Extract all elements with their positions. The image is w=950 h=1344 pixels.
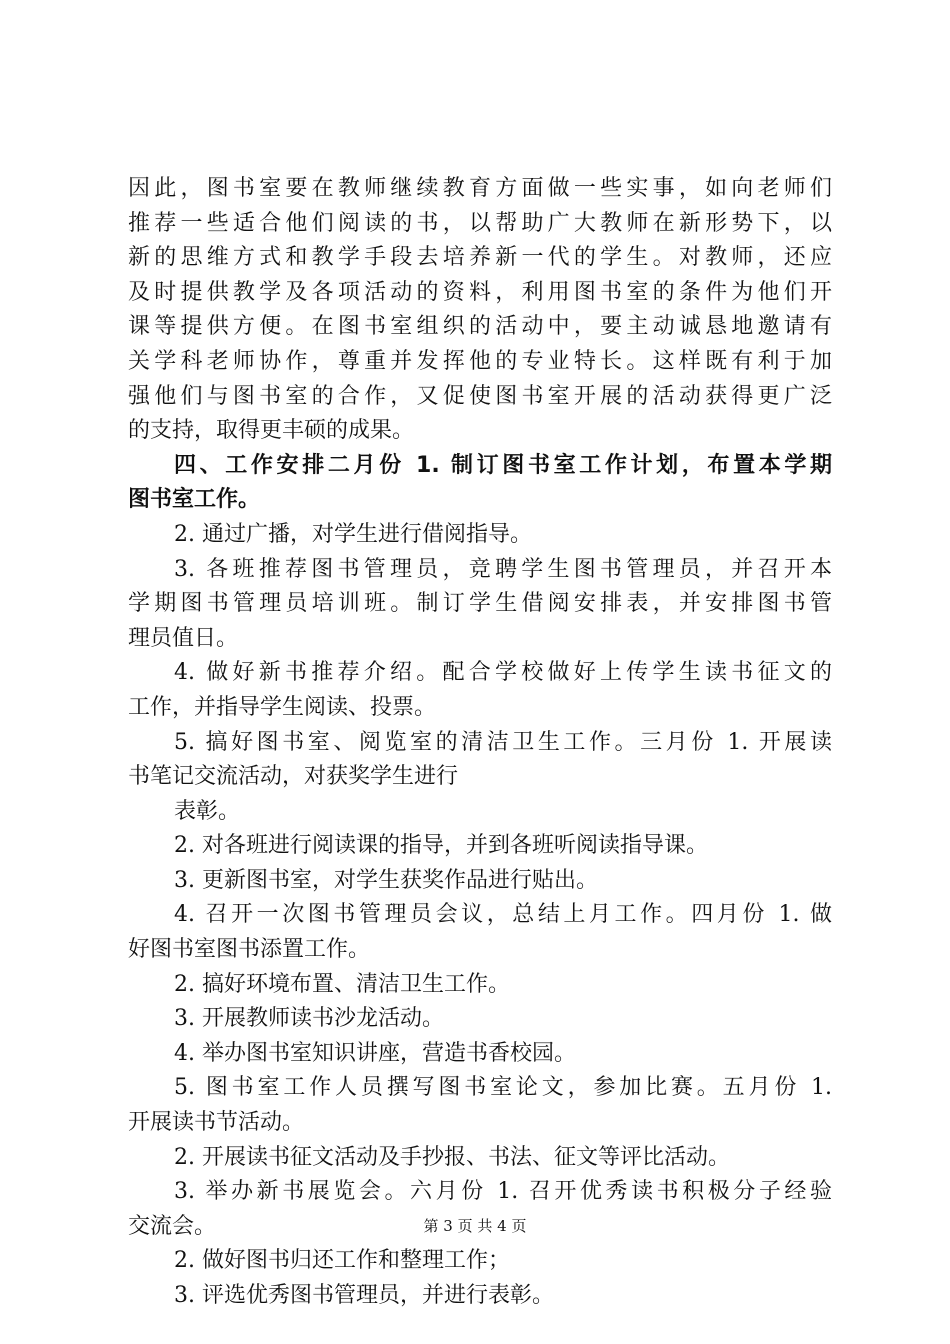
list-item: 2. 搞好环境布置、清洁卫生工作。 (174, 971, 510, 997)
list-item: 5. 图书室工作人员撰写图书室论文，参加比赛。五月份 1. (174, 1075, 832, 1101)
text-line: 推荐一些适合他们阅读的书，以帮助广大教师在新形势下，以 (128, 210, 832, 236)
text-line: 的支持，取得更丰硕的成果。 (128, 418, 415, 444)
text-line: 课等提供方便。在图书室组织的活动中，要主动诚恳地邀请有 (128, 314, 832, 340)
work-plan-list (128, 518, 832, 1314)
heading-line: 四、工作安排二月份 1. 制订图书室工作计划，布置本学期 (174, 452, 832, 478)
page-footer: 第 3 页 共 4 页 (423, 1217, 527, 1235)
list-item: 5. 搞好图书室、阅览室的清洁卫生工作。三月份 1. 开展读 (174, 729, 832, 755)
list-item-continuation: 好图书室图书添置工作。 (128, 937, 371, 963)
list-item: 2. 做好图书归还工作和整理工作； (174, 1248, 510, 1274)
intro-paragraph (128, 172, 832, 449)
list-item: 4. 召开一次图书管理员会议，总结上月工作。四月份 1. 做 (174, 902, 832, 928)
list-item: 2. 对各班进行阅读课的指导，并到各班听阅读指导课。 (174, 833, 708, 859)
list-item: 3. 各班推荐图书管理员，竞聘学生图书管理员，并召开本 (174, 556, 832, 582)
list-item-continuation: 书笔记交流活动，对获奖学生进行 (128, 764, 459, 790)
section-heading (128, 449, 832, 518)
text-line: 关学科老师协作，尊重并发挥他的专业特长。这样既有利于加 (128, 348, 832, 374)
text-line: 新的思维方式和教学手段去培养新一代的学生。对教师，还应 (128, 245, 832, 271)
heading-line: 图书室工作。 (128, 487, 261, 513)
list-item: 2. 通过广播，对学生进行借阅指导。 (174, 521, 532, 547)
list-item-continuation: 学期图书管理员培训班。制订学生借阅安排表，并安排图书管 (128, 591, 832, 617)
list-item: 3. 举办新书展览会。六月份 1. 召开优秀读书积极分子经验 (174, 1179, 832, 1205)
list-item-continuation: 表彰。 (174, 798, 241, 824)
document-body (128, 172, 832, 1314)
list-item-continuation: 交流会。 (128, 1213, 217, 1239)
list-item: 3. 评选优秀图书管理员，并进行表彰。 (174, 1283, 554, 1308)
list-item-continuation: 开展读书节活动。 (128, 1110, 305, 1136)
list-item: 4. 做好新书推荐介绍。配合学校做好上传学生读书征文的 (174, 660, 832, 686)
list-item: 2. 开展读书征文活动及手抄报、书法、征文等评比活动。 (174, 1144, 730, 1170)
text-line: 及时提供教学及各项活动的资料，利用图书室的条件为他们开 (128, 279, 832, 305)
text-line: 强他们与图书室的合作，又促使图书室开展的活动获得更广泛 (128, 383, 832, 409)
list-item: 4. 举办图书室知识讲座，营造书香校园。 (174, 1040, 576, 1066)
list-item-continuation: 理员值日。 (128, 625, 239, 651)
list-item: 3. 更新图书室，对学生获奖作品进行贴出。 (174, 867, 598, 893)
text-line: 因此，图书室要在教师继续教育方面做一些实事，如向老师们 (128, 176, 832, 201)
list-item: 3. 开展教师读书沙龙活动。 (174, 1006, 444, 1032)
list-item-continuation: 工作，并指导学生阅读、投票。 (128, 694, 437, 720)
